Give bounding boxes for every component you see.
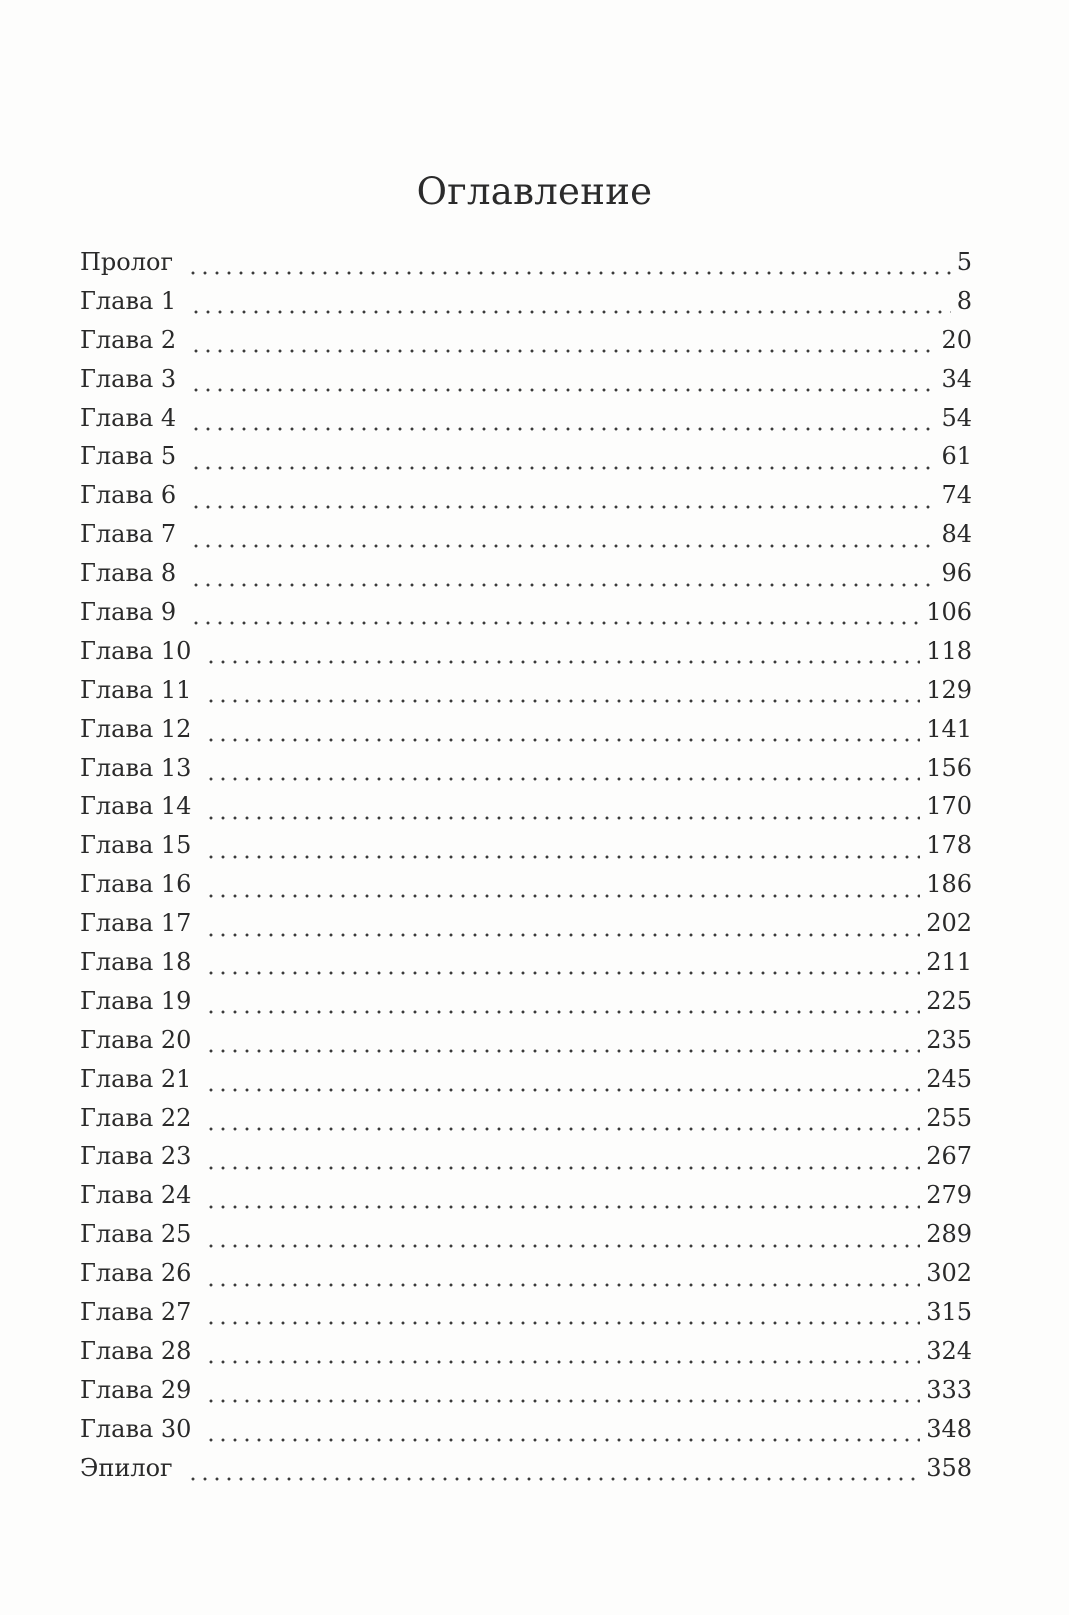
toc-entry-label: Глава 28: [80, 1336, 192, 1365]
toc-entry-page-number: 118: [926, 636, 972, 665]
toc-entry-label: Глава 4: [80, 403, 177, 432]
toc-entry-label: Глава 9: [80, 598, 177, 627]
toc-entry-label: Глава 25: [80, 1220, 192, 1249]
toc-entry-label: Глава 27: [80, 1298, 192, 1327]
toc-entry-page-number: 225: [926, 986, 972, 1015]
toc-entry: [80, 399, 972, 438]
toc-entry: [80, 1254, 972, 1293]
toc-entry-label: Глава 6: [80, 481, 177, 510]
toc-entry-label: Глава 8: [80, 559, 177, 588]
toc-entry: [80, 515, 972, 554]
toc-entry-label: Глава 7: [80, 520, 177, 549]
toc-entry-label: Глава 19: [80, 986, 192, 1015]
dot-leader: [205, 723, 920, 743]
toc-entry-page-number: 84: [941, 520, 972, 549]
toc-entry-page-number: 5: [956, 248, 972, 276]
dot-leader: [187, 1462, 921, 1482]
dot-leader: [205, 645, 920, 665]
toc-entry-page-number: 279: [926, 1181, 972, 1210]
dot-leader: [205, 1384, 920, 1404]
toc-entry: [80, 360, 972, 399]
dot-leader: [205, 956, 920, 976]
dot-leader: [205, 762, 920, 782]
toc-entry-page-number: 333: [926, 1375, 972, 1404]
toc-entry: [80, 1449, 972, 1488]
toc-entry-page-number: 106: [926, 598, 972, 627]
toc-entry-label: Эпилог: [80, 1453, 173, 1482]
toc-entry-page-number: 8: [956, 286, 972, 315]
toc-entry-label: Глава 15: [80, 831, 192, 860]
dot-leader: [205, 995, 920, 1015]
toc-entry-label: Глава 11: [80, 675, 192, 704]
toc-entry-label: Глава 18: [80, 948, 192, 977]
toc-entry-page-number: 96: [941, 559, 972, 588]
toc-entry-label: Глава 3: [80, 364, 177, 393]
toc-entry-page-number: 211: [926, 948, 972, 977]
dot-leader: [190, 606, 920, 626]
toc-entry: [80, 554, 972, 593]
dot-leader: [190, 334, 935, 354]
dot-leader: [205, 801, 920, 821]
toc-entry-page-number: 61: [941, 442, 972, 471]
dot-leader: [205, 1190, 920, 1210]
toc-entry-page-number: 302: [926, 1259, 972, 1288]
toc-entry-label: Глава 10: [80, 636, 192, 665]
dot-leader: [187, 256, 951, 276]
toc-entry: [80, 1021, 972, 1060]
toc-entry-label: Глава 1: [80, 286, 177, 315]
toc-entry: [80, 749, 972, 788]
toc-entry-page-number: 74: [941, 481, 972, 510]
toc-entry: [80, 710, 972, 749]
toc-entry: [80, 1332, 972, 1371]
toc-entry: [80, 1176, 972, 1215]
toc-entry-label: Глава 13: [80, 753, 192, 782]
dot-leader: [190, 451, 935, 471]
dot-leader: [205, 1229, 920, 1249]
toc-entry: [80, 982, 972, 1021]
dot-leader: [205, 1073, 920, 1093]
toc-entry: [80, 1293, 972, 1332]
dot-leader: [205, 840, 920, 860]
dot-leader: [205, 1268, 920, 1288]
toc-entry: [80, 321, 972, 360]
dot-leader: [205, 879, 920, 899]
table-of-contents: [80, 243, 972, 1488]
toc-entry-page-number: 202: [926, 909, 972, 938]
toc-entry-label: Глава 5: [80, 442, 177, 471]
dot-leader: [190, 295, 951, 315]
dot-leader: [190, 568, 935, 588]
toc-entry: [80, 1099, 972, 1138]
dot-leader: [205, 684, 920, 704]
toc-entry: [80, 1371, 972, 1410]
toc-entry-label: Глава 14: [80, 792, 192, 821]
toc-entry-label: Глава 26: [80, 1259, 192, 1288]
toc-entry-label: Глава 22: [80, 1103, 192, 1132]
toc-entry-page-number: 186: [926, 870, 972, 899]
toc-entry-page-number: 170: [926, 792, 972, 821]
dot-leader: [205, 918, 920, 938]
toc-entry-page-number: 348: [926, 1414, 972, 1443]
toc-entry: [80, 593, 972, 632]
toc-entry-page-number: 54: [941, 403, 972, 432]
toc-entry-page-number: 315: [926, 1298, 972, 1327]
toc-entry-label: Глава 23: [80, 1142, 192, 1171]
toc-entry: [80, 787, 972, 826]
toc-entry-page-number: 245: [926, 1064, 972, 1093]
toc-entry-page-number: 178: [926, 831, 972, 860]
toc-entry-page-number: 34: [941, 364, 972, 393]
dot-leader: [205, 1034, 920, 1054]
toc-entry-label: Глава 29: [80, 1375, 192, 1404]
dot-leader: [190, 529, 935, 549]
dot-leader: [205, 1423, 920, 1443]
toc-entry: [80, 826, 972, 865]
toc-entry-label: Глава 17: [80, 909, 192, 938]
toc-entry: [80, 1060, 972, 1099]
dot-leader: [190, 490, 935, 510]
toc-entry-label: Глава 24: [80, 1181, 192, 1210]
toc-entry-page-number: 324: [926, 1336, 972, 1365]
toc-entry: [80, 282, 972, 321]
toc-entry-label: Глава 30: [80, 1414, 192, 1443]
toc-entry-page-number: 255: [926, 1103, 972, 1132]
toc-entry-page-number: 289: [926, 1220, 972, 1249]
toc-entry-page-number: 267: [926, 1142, 972, 1171]
toc-entry: [80, 904, 972, 943]
dot-leader: [190, 412, 935, 432]
toc-entry-label: Глава 12: [80, 714, 192, 743]
toc-entry: [80, 1137, 972, 1176]
toc-entry-page-number: 141: [926, 714, 972, 743]
dot-leader: [190, 373, 935, 393]
toc-entry: [80, 1215, 972, 1254]
dot-leader: [205, 1345, 920, 1365]
toc-entry-page-number: 235: [926, 1025, 972, 1054]
toc-entry-page-number: 129: [926, 675, 972, 704]
toc-entry-label: Пролог: [80, 248, 174, 276]
toc-entry-page-number: 20: [941, 325, 972, 354]
dot-leader: [205, 1112, 920, 1132]
page-title: Оглавление: [416, 170, 653, 213]
toc-entry: [80, 943, 972, 982]
toc-entry-label: Глава 21: [80, 1064, 192, 1093]
toc-entry-label: Глава 2: [80, 325, 177, 354]
toc-entry-page-number: 156: [926, 753, 972, 782]
toc-entry: [80, 437, 972, 476]
toc-entry-page-number: 358: [926, 1453, 972, 1482]
dot-leader: [205, 1306, 920, 1326]
toc-entry: [80, 243, 972, 282]
toc-entry: [80, 1410, 972, 1449]
toc-entry: [80, 671, 972, 710]
dot-leader: [205, 1151, 920, 1171]
toc-entry: [80, 632, 972, 671]
toc-entry-label: Глава 16: [80, 870, 192, 899]
toc-entry: [80, 476, 972, 515]
toc-entry: [80, 865, 972, 904]
toc-entry-label: Глава 20: [80, 1025, 192, 1054]
